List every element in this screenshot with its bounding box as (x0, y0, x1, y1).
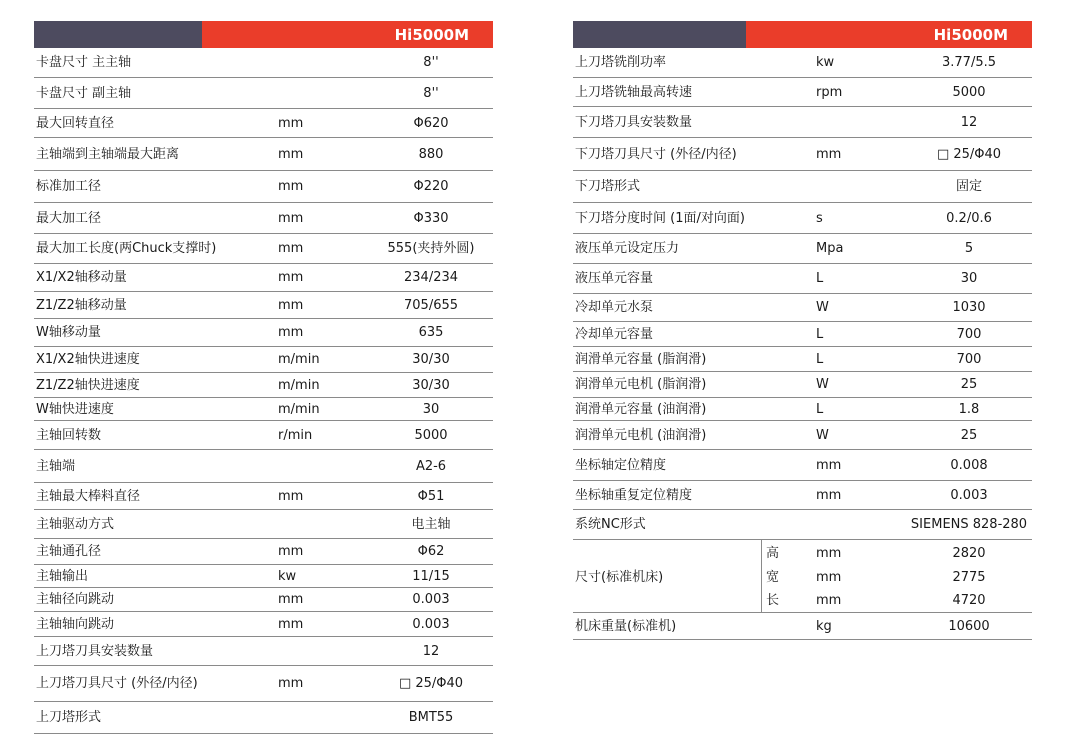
spec-row (34, 319, 493, 347)
spec-value-text: □ 25/Φ40 (398, 676, 464, 691)
spec-value-text: 12 (960, 115, 978, 130)
spec-unit: L (816, 327, 824, 342)
spec-name: 上刀塔刀具安装数量 (36, 644, 154, 659)
spec-name: 润滑单元容量 (油润滑) (575, 402, 707, 417)
spec-unit: mm (816, 147, 842, 162)
spec-unit: s (816, 211, 823, 226)
spec-value-text: 0.003 (412, 617, 450, 632)
spec-name: W轴快进速度 (36, 402, 114, 417)
spec-row (573, 48, 1032, 78)
spec-name: 系统NC形式 (575, 517, 646, 532)
spec-unit: mm (278, 489, 304, 504)
size-unit: mm (816, 570, 842, 585)
spec-name: 上刀塔铣削功率 (575, 55, 667, 70)
spec-row (34, 264, 493, 292)
spec-row (34, 666, 493, 702)
spec-name: 冷却单元容量 (575, 327, 654, 342)
spec-value-text: 880 (418, 147, 444, 162)
weight-unit: kg (816, 619, 832, 634)
spec-row (34, 398, 493, 421)
spec-row (34, 612, 493, 637)
spec-row (34, 203, 493, 234)
spec-value-text: 8'' (423, 86, 439, 101)
spec-row (34, 138, 493, 171)
spec-name: 下刀塔形式 (575, 179, 641, 194)
spec-name: 主轴端 (36, 459, 76, 474)
spec-value-text: 25 (960, 377, 978, 392)
spec-unit: L (816, 271, 824, 286)
spec-value-text: 11/15 (412, 569, 450, 584)
spec-name: W轴移动量 (36, 325, 101, 340)
spec-row (34, 539, 493, 565)
spec-unit: rpm (816, 85, 843, 100)
spec-value-text: 635 (418, 325, 444, 340)
spec-row (573, 78, 1032, 107)
spec-unit: Mpa (816, 241, 844, 256)
spec-name: 主轴端到主轴端最大距离 (36, 147, 180, 162)
spec-unit: W (816, 428, 829, 443)
weight-name: 机床重量(标准机) (575, 619, 677, 634)
spec-value-text: 700 (956, 327, 982, 342)
left-header-bar (34, 21, 493, 48)
spec-value-text: 30 (422, 402, 440, 417)
spec-name: 主轴回转数 (36, 428, 102, 443)
spec-value-text: SIEMENS 828-280 (910, 517, 1028, 532)
right-header-bar (573, 21, 1032, 48)
spec-value-text: Φ330 (413, 211, 449, 226)
size-unit: mm (816, 593, 842, 608)
spec-name: 上刀塔铣轴最高转速 (575, 85, 693, 100)
spec-value-text: 1.8 (958, 402, 980, 417)
spec-value-text: 0.003 (950, 488, 988, 503)
spec-name: 主轴轴向跳动 (36, 617, 115, 632)
spec-name: 主轴径向跳动 (36, 592, 115, 607)
spec-row (573, 481, 1032, 510)
spec-value-text: 0.003 (412, 592, 450, 607)
spec-value-text: 555(夹持外圆) (387, 241, 475, 256)
spec-row (34, 171, 493, 203)
spec-value-text: 30/30 (412, 352, 450, 367)
spec-unit: mm (278, 592, 304, 607)
spec-row (34, 637, 493, 666)
spec-unit: mm (278, 211, 304, 226)
size-value-text: 2820 (952, 546, 986, 561)
spec-name: 上刀塔刀具尺寸 (外径/内径) (36, 676, 198, 691)
spec-unit: mm (278, 298, 304, 313)
spec-row (573, 171, 1032, 203)
spec-unit: kw (816, 55, 835, 70)
spec-value-text: 234/234 (404, 270, 459, 285)
spec-value-text: 12 (422, 644, 440, 659)
spec-value-text: 30 (960, 271, 978, 286)
left-model-label: Hi5000M (202, 21, 493, 48)
spec-name: 润滑单元电机 (脂润滑) (575, 377, 707, 392)
spec-value-text: 0.2/0.6 (946, 211, 992, 226)
spec-value-text: 705/655 (404, 298, 459, 313)
spec-value-text: 1030 (952, 300, 986, 315)
spec-name: 坐标轴定位精度 (575, 458, 667, 473)
spec-unit: mm (278, 617, 304, 632)
spec-name: 液压单元容量 (575, 271, 654, 286)
size-value-text: 2775 (952, 570, 986, 585)
spec-row (34, 450, 493, 483)
spec-row (34, 48, 493, 78)
spec-name: 卡盘尺寸 主主轴 (36, 55, 132, 70)
spec-unit: mm (278, 179, 304, 194)
spec-unit: W (816, 300, 829, 315)
spec-name: X1/X2轴快进速度 (36, 352, 140, 367)
spec-row (34, 234, 493, 264)
spec-name: 润滑单元容量 (脂润滑) (575, 352, 707, 367)
spec-value-text: 3.77/5.5 (942, 55, 996, 70)
spec-row (573, 294, 1032, 322)
spec-unit: m/min (278, 402, 320, 417)
spec-value-text: 5000 (414, 428, 448, 443)
size-dim: 宽 (766, 570, 780, 585)
spec-name: Z1/Z2轴移动量 (36, 298, 127, 313)
spec-row (573, 234, 1032, 264)
spec-value-text: □ 25/Φ40 (936, 147, 1002, 162)
spec-name: 下刀塔刀具尺寸 (外径/内径) (575, 147, 737, 162)
spec-value-text: 0.008 (950, 458, 988, 473)
spec-row (34, 565, 493, 588)
spec-row (34, 702, 493, 734)
spec-value-text: Φ62 (417, 544, 445, 559)
spec-name: 坐标轴重复定位精度 (575, 488, 693, 503)
spec-row (573, 421, 1032, 450)
spec-value-text: 25 (960, 428, 978, 443)
spec-unit: mm (278, 270, 304, 285)
spec-value-text: 30/30 (412, 378, 450, 393)
spec-name: 下刀塔分度时间 (1面/对向面) (575, 211, 745, 226)
spec-name: 液压单元设定压力 (575, 241, 680, 256)
spec-value-text: Φ620 (413, 116, 449, 131)
spec-row (573, 372, 1032, 398)
spec-row (573, 322, 1032, 347)
spec-row (573, 264, 1032, 294)
size-group-label: 尺寸(标准机床) (575, 570, 664, 585)
spec-unit: mm (278, 147, 304, 162)
right-spec-table (573, 21, 1032, 634)
spec-unit: mm (278, 116, 304, 131)
spec-row (573, 107, 1032, 138)
spec-name: 上刀塔形式 (36, 710, 102, 725)
spec-unit: mm (278, 676, 304, 691)
spec-name: 主轴通孔径 (36, 544, 102, 559)
spec-name: Z1/Z2轴快进速度 (36, 378, 140, 393)
left-spec-table (34, 21, 493, 725)
size-group (573, 540, 1032, 613)
spec-row (34, 483, 493, 510)
spec-value-text: 8'' (423, 55, 439, 70)
spec-value-text: 固定 (956, 179, 983, 194)
spec-name: 主轴驱动方式 (36, 517, 115, 532)
size-dim: 长 (766, 593, 780, 608)
spec-unit: m/min (278, 352, 320, 367)
spec-row (34, 373, 493, 398)
spec-name: 标准加工径 (36, 179, 102, 194)
spec-name: 下刀塔刀具安装数量 (575, 115, 693, 130)
spec-row (573, 138, 1032, 171)
spec-value-text: 5 (964, 241, 974, 256)
spec-name: X1/X2轴移动量 (36, 270, 127, 285)
spec-value-text: 电主轴 (411, 517, 451, 532)
spec-name: 卡盘尺寸 副主轴 (36, 86, 132, 101)
spec-value-text: 700 (956, 352, 982, 367)
spec-unit: mm (278, 241, 304, 256)
weight-value-text: 10600 (948, 619, 990, 634)
spec-value-text: A2-6 (415, 459, 447, 474)
spec-unit: kw (278, 569, 297, 584)
spec-unit: mm (816, 488, 842, 503)
spec-value-text: Φ51 (417, 489, 445, 504)
spec-value-text: BMT55 (408, 710, 454, 725)
spec-unit: L (816, 402, 824, 417)
spec-name: 最大加工长度(两Chuck支撑时) (36, 241, 217, 256)
size-value-text: 4720 (952, 593, 986, 608)
spec-row (573, 398, 1032, 421)
spec-row (573, 203, 1032, 234)
right-model-label: Hi5000M (746, 21, 1032, 48)
spec-row (573, 347, 1032, 372)
spec-row (34, 78, 493, 109)
spec-row (34, 109, 493, 138)
spec-value-text: Φ220 (413, 179, 449, 194)
spec-row (34, 292, 493, 319)
spec-name: 主轴输出 (36, 569, 89, 584)
spec-unit: mm (278, 325, 304, 340)
spec-name: 冷却单元水泵 (575, 300, 654, 315)
spec-name: 最大加工径 (36, 211, 102, 226)
spec-row (34, 588, 493, 612)
spec-row (573, 510, 1032, 540)
size-subrow (761, 571, 1032, 587)
spec-name: 最大回转直径 (36, 116, 115, 131)
spec-row (573, 450, 1032, 481)
spec-unit: r/min (278, 428, 313, 443)
spec-unit: mm (816, 458, 842, 473)
spec-name: 主轴最大棒料直径 (36, 489, 141, 504)
spec-unit: L (816, 352, 824, 367)
spec-row (34, 421, 493, 450)
spec-row (34, 510, 493, 539)
spec-row (34, 347, 493, 373)
spec-name: 润滑单元电机 (油润滑) (575, 428, 707, 443)
size-subrow (761, 547, 1032, 563)
size-subrow (761, 594, 1032, 610)
spec-unit: mm (278, 544, 304, 559)
spec-unit: m/min (278, 378, 320, 393)
weight-row (573, 613, 1032, 640)
spec-unit: W (816, 377, 829, 392)
size-dim: 高 (766, 546, 780, 561)
spec-value-text: 5000 (952, 85, 986, 100)
size-unit: mm (816, 546, 842, 561)
